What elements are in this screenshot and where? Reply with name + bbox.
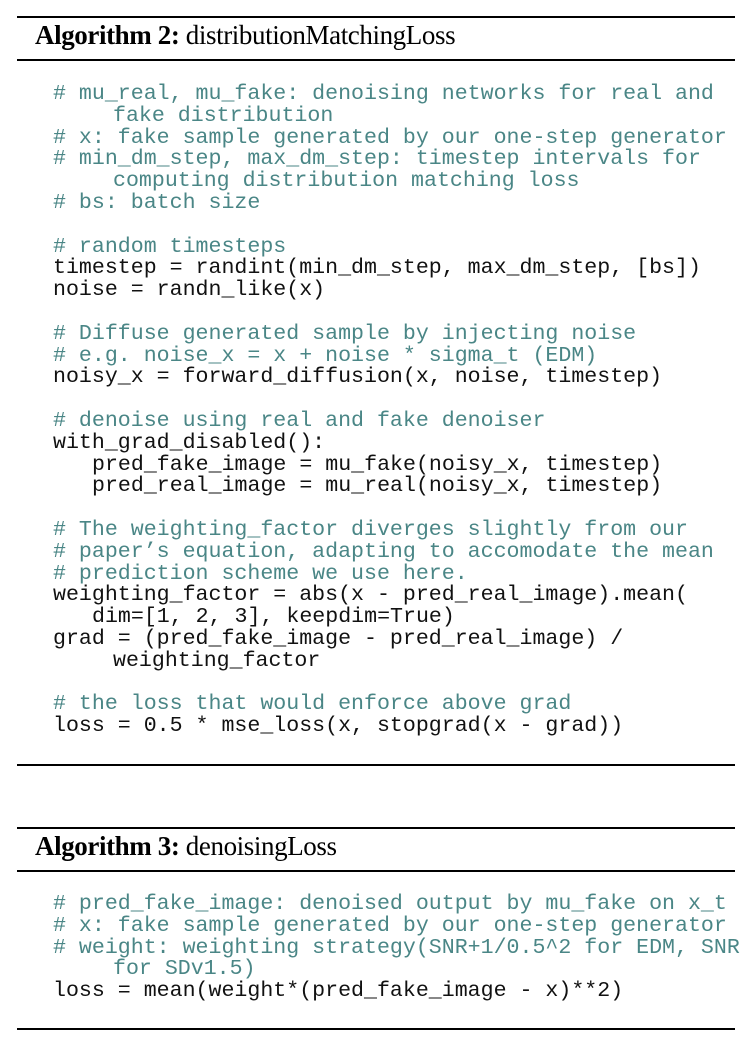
blank-line: [53, 302, 727, 324]
code-comment-line: # random timesteps: [53, 234, 287, 259]
code-line: noisy_x = forward_diffusion(x, noise, timestep): [53, 365, 663, 390]
algorithm-top-rule: [17, 16, 735, 18]
algorithm-2-code: [53, 84, 727, 738]
algorithm-bottom-rule: [17, 1028, 735, 1030]
algorithm-2-title: [35, 20, 455, 51]
code-comment-line: for SDv1.5): [113, 957, 256, 982]
code-comment-line: # x: fake sample generated by our one-step generator: [53, 125, 727, 150]
code-comment-line: computing distribution matching loss: [113, 169, 580, 194]
blank-line: [53, 215, 727, 237]
code-comment-line: # x: fake sample generated by our one-step generator: [53, 913, 727, 938]
code-line: weighting_factor: [113, 648, 321, 673]
code-line: pred_fake_image = mu_fake(noisy_x, timestep): [92, 452, 663, 477]
blank-line: [53, 498, 727, 520]
code-comment-line: # denoise using real and fake denoiser: [53, 408, 546, 433]
algorithm-name: distributionMatchingLoss: [185, 20, 456, 50]
blank-line: [53, 673, 727, 695]
algorithm-top-rule: [17, 827, 735, 829]
algorithm-label: Algorithm 2:: [35, 20, 180, 50]
code-comment-line: # weight: weighting strategy(SNR+1/0.5^2 for EDM, SNR: [53, 935, 740, 960]
blank-line: [53, 389, 727, 411]
code-comment-line: # mu_real, mu_fake: denoising networks for real and: [53, 82, 714, 106]
algorithm-3-code: [53, 894, 740, 1003]
code-line: loss = 0.5 * mse_loss(x, stopgrad(x - grad)): [53, 714, 624, 739]
code-line: grad = (pred_fake_image - pred_real_image) /: [53, 626, 624, 651]
code-comment-line: # e.g. noise_x = x + noise * sigma_t (EDM): [53, 343, 598, 368]
code-comment-line: # bs: batch size: [53, 190, 261, 215]
code-line: dim=[1, 2, 3], keepdim=True): [92, 605, 455, 630]
code-comment-line: # paper’s equation, adapting to accomodate the mean: [53, 539, 714, 564]
code-line: timestep = randint(min_dm_step, max_dm_step, [bs]): [53, 256, 701, 281]
code-line: noise = randn_like(x): [53, 278, 326, 303]
algorithm-name: denoisingLoss: [185, 831, 337, 861]
algorithm-header-rule: [17, 870, 735, 872]
code-line: weighting_factor = abs(x - pred_real_image).mean(: [53, 583, 688, 608]
code-line: loss = mean(weight*(pred_fake_image - x)**2): [53, 979, 624, 1004]
code-comment-line: fake distribution: [113, 103, 334, 128]
code-comment-line: # prediction scheme we use here.: [53, 561, 468, 586]
algorithm-header-rule: [17, 59, 735, 61]
code-line: with_grad_disabled():: [53, 430, 326, 455]
code-comment-line: # The weighting_factor diverges slightly from our: [53, 517, 688, 542]
code-comment-line: # Diffuse generated sample by injecting noise: [53, 321, 637, 346]
code-comment-line: # the loss that would enforce above grad: [53, 692, 572, 717]
code-line: pred_real_image = mu_real(noisy_x, timestep): [92, 474, 663, 499]
code-comment-line: # min_dm_step, max_dm_step: timestep intervals for: [53, 147, 701, 172]
algorithm-3-title: [35, 831, 337, 862]
algorithm-bottom-rule: [17, 764, 735, 766]
code-comment-line: # pred_fake_image: denoised output by mu_fake on x_t: [53, 892, 727, 916]
algorithm-label: Algorithm 3:: [35, 831, 180, 861]
